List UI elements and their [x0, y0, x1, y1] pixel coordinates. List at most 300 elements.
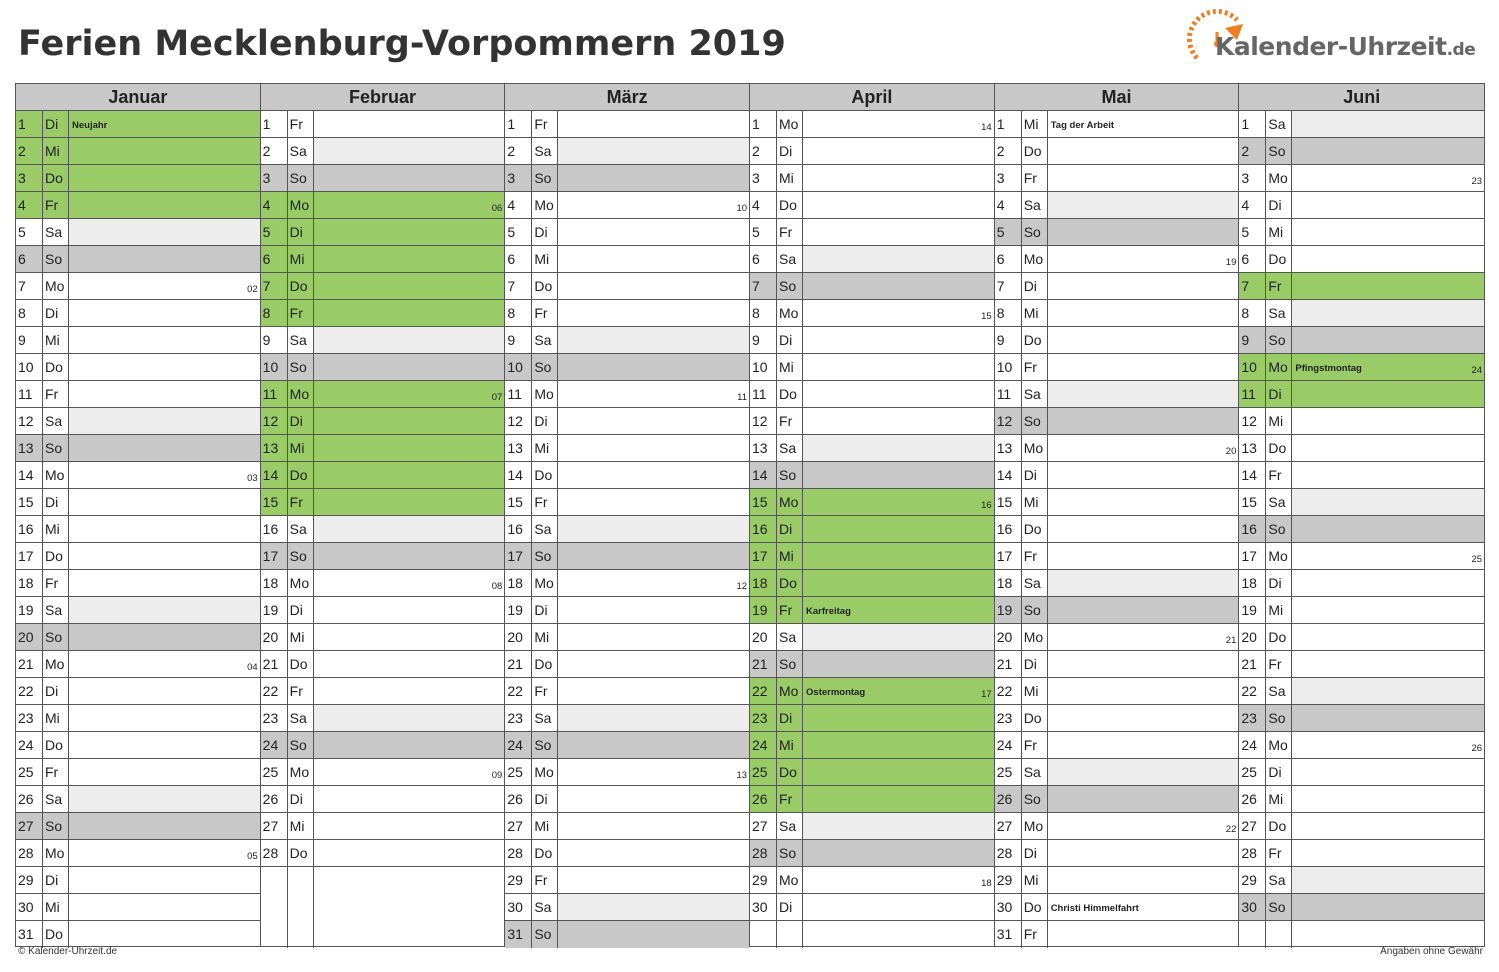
weekday: So: [1022, 597, 1048, 623]
day-number: 2: [505, 138, 532, 164]
weekday: So: [532, 354, 558, 380]
day-row[interactable]: [16, 165, 260, 192]
weekday: Do: [288, 651, 314, 677]
day-note-cell: [1048, 921, 1239, 948]
weekday: So: [1266, 705, 1292, 731]
day-number: 28: [16, 840, 43, 866]
day-note-cell: [314, 138, 505, 164]
day-row[interactable]: [505, 327, 749, 354]
day-row[interactable]: [505, 732, 749, 759]
weekday: Sa: [1022, 381, 1048, 407]
day-row[interactable]: [750, 165, 994, 192]
day-row[interactable]: [750, 597, 994, 624]
day-note-cell: [1292, 219, 1484, 245]
day-row[interactable]: [750, 192, 994, 219]
day-number: 16: [505, 516, 532, 542]
day-row[interactable]: [261, 624, 505, 651]
day-number: 1: [1239, 111, 1266, 137]
weekday: Do: [43, 543, 69, 569]
day-row[interactable]: [16, 732, 260, 759]
day-row[interactable]: [750, 678, 994, 705]
day-row[interactable]: [1239, 597, 1484, 624]
weekday: Do: [288, 273, 314, 299]
day-note-cell: [314, 381, 505, 407]
day-row[interactable]: [261, 732, 505, 759]
day-number: 19: [261, 597, 288, 623]
day-note-cell: [69, 165, 260, 191]
day-row[interactable]: [505, 111, 749, 138]
day-row[interactable]: [16, 354, 260, 381]
day-row[interactable]: [16, 651, 260, 678]
day-row[interactable]: [261, 381, 505, 408]
day-row[interactable]: [505, 759, 749, 786]
day-note-cell: [314, 462, 505, 488]
day-row[interactable]: [505, 840, 749, 867]
day-row[interactable]: [261, 192, 505, 219]
day-row[interactable]: [995, 705, 1239, 732]
day-row[interactable]: [261, 435, 505, 462]
day-number: 24: [16, 732, 43, 758]
day-row[interactable]: [995, 921, 1239, 948]
day-row[interactable]: [505, 543, 749, 570]
weekday: Do: [1266, 246, 1292, 272]
day-row[interactable]: [1239, 678, 1484, 705]
day-row[interactable]: [16, 408, 260, 435]
day-row[interactable]: [1239, 894, 1484, 921]
day-row[interactable]: [16, 435, 260, 462]
day-row[interactable]: [16, 705, 260, 732]
day-row[interactable]: [995, 192, 1239, 219]
week-number: 17: [981, 689, 992, 700]
day-row[interactable]: [505, 624, 749, 651]
day-number: 4: [16, 192, 43, 218]
day-row[interactable]: [995, 489, 1239, 516]
day-row[interactable]: [16, 516, 260, 543]
day-number: 7: [1239, 273, 1266, 299]
day-row[interactable]: [1239, 516, 1484, 543]
day-row[interactable]: [1239, 651, 1484, 678]
day-number: 8: [750, 300, 777, 326]
day-row[interactable]: [1239, 192, 1484, 219]
day-row[interactable]: [1239, 489, 1484, 516]
day-number: 23: [261, 705, 288, 731]
day-row[interactable]: [750, 435, 994, 462]
day-row[interactable]: [261, 273, 505, 300]
day-row[interactable]: [16, 111, 260, 138]
day-note-cell: [69, 273, 260, 299]
weekday: Fr: [1266, 273, 1292, 299]
day-row[interactable]: [995, 678, 1239, 705]
day-row[interactable]: [16, 624, 260, 651]
brand-logo[interactable]: [1185, 8, 1485, 68]
day-row[interactable]: [505, 813, 749, 840]
day-row[interactable]: [995, 327, 1239, 354]
day-row[interactable]: [1239, 786, 1484, 813]
day-row[interactable]: [261, 678, 505, 705]
day-row[interactable]: [995, 381, 1239, 408]
day-row[interactable]: [995, 435, 1239, 462]
day-row[interactable]: [1239, 408, 1484, 435]
day-row[interactable]: [261, 705, 505, 732]
day-note-cell: [69, 246, 260, 272]
day-row[interactable]: [16, 867, 260, 894]
day-row[interactable]: [261, 570, 505, 597]
day-row[interactable]: [505, 867, 749, 894]
day-note-cell: [558, 786, 749, 812]
day-note-cell: [69, 705, 260, 731]
day-row[interactable]: [1239, 273, 1484, 300]
day-note-cell: [1048, 273, 1239, 299]
day-row[interactable]: [16, 543, 260, 570]
day-row[interactable]: [750, 705, 994, 732]
day-row[interactable]: [505, 354, 749, 381]
day-row[interactable]: [16, 300, 260, 327]
day-row[interactable]: [505, 273, 749, 300]
day-number: 20: [261, 624, 288, 650]
day-number: 12: [995, 408, 1022, 434]
day-number: 25: [505, 759, 532, 785]
day-row[interactable]: [995, 111, 1239, 138]
day-row[interactable]: [505, 894, 749, 921]
weekday: Fr: [43, 570, 69, 596]
day-row[interactable]: [995, 300, 1239, 327]
day-row[interactable]: [750, 570, 994, 597]
week-number: 11: [737, 392, 748, 403]
day-row[interactable]: [505, 138, 749, 165]
day-row[interactable]: [750, 219, 994, 246]
day-row[interactable]: [1239, 435, 1484, 462]
day-row[interactable]: [16, 192, 260, 219]
day-number: 11: [505, 381, 532, 407]
day-row[interactable]: [261, 462, 505, 489]
day-row[interactable]: [750, 516, 994, 543]
day-row[interactable]: [750, 894, 994, 921]
weekday: Fr: [288, 489, 314, 515]
day-row[interactable]: [16, 381, 260, 408]
weekday: Mi: [777, 354, 803, 380]
day-row[interactable]: [1239, 219, 1484, 246]
day-number: 7: [750, 273, 777, 299]
day-note-cell: [314, 543, 505, 569]
day-row[interactable]: [1239, 570, 1484, 597]
day-row[interactable]: [1239, 840, 1484, 867]
weekday: So: [777, 273, 803, 299]
day-row[interactable]: [995, 813, 1239, 840]
day-row[interactable]: [505, 570, 749, 597]
day-row[interactable]: [750, 813, 994, 840]
day-row[interactable]: [750, 759, 994, 786]
day-row[interactable]: [505, 435, 749, 462]
day-row[interactable]: [505, 192, 749, 219]
day-number: 7: [995, 273, 1022, 299]
day-row[interactable]: [505, 705, 749, 732]
day-row[interactable]: [995, 732, 1239, 759]
day-row[interactable]: [1239, 165, 1484, 192]
day-row[interactable]: [16, 246, 260, 273]
day-row[interactable]: [16, 219, 260, 246]
day-number: 6: [16, 246, 43, 272]
day-row[interactable]: [261, 327, 505, 354]
day-row[interactable]: [16, 786, 260, 813]
day-number: 14: [505, 462, 532, 488]
day-row[interactable]: [261, 597, 505, 624]
day-row[interactable]: [261, 300, 505, 327]
day-row[interactable]: [1239, 246, 1484, 273]
day-row[interactable]: [261, 759, 505, 786]
day-row[interactable]: [995, 165, 1239, 192]
day-note-cell: [69, 381, 260, 407]
day-note-cell: [1048, 246, 1239, 272]
day-row[interactable]: [750, 840, 994, 867]
day-row[interactable]: [750, 381, 994, 408]
day-number: 31: [16, 921, 43, 948]
day-row[interactable]: [1239, 354, 1484, 381]
day-row[interactable]: [750, 462, 994, 489]
day-note-cell: [803, 462, 994, 488]
day-row[interactable]: [995, 570, 1239, 597]
day-row[interactable]: [261, 543, 505, 570]
logo-name: Kalender-Uhrzeit: [1215, 32, 1447, 61]
day-note-cell: [69, 300, 260, 326]
day-row[interactable]: [505, 462, 749, 489]
day-row[interactable]: [750, 273, 994, 300]
day-row[interactable]: [16, 327, 260, 354]
day-row[interactable]: [505, 246, 749, 273]
day-row[interactable]: [750, 651, 994, 678]
day-row[interactable]: [750, 246, 994, 273]
day-row[interactable]: [750, 489, 994, 516]
day-note-cell: [1292, 327, 1484, 353]
day-row[interactable]: [750, 408, 994, 435]
day-note-cell: [1048, 840, 1239, 866]
day-row[interactable]: [995, 516, 1239, 543]
day-row[interactable]: [16, 489, 260, 516]
day-row[interactable]: [1239, 732, 1484, 759]
weekday: Mi: [1266, 597, 1292, 623]
day-number: 4: [261, 192, 288, 218]
day-row[interactable]: [1239, 111, 1484, 138]
day-note-cell: [1048, 327, 1239, 353]
day-row[interactable]: [1239, 867, 1484, 894]
day-number: 18: [505, 570, 532, 596]
day-row[interactable]: [995, 543, 1239, 570]
day-number: 11: [1239, 381, 1266, 407]
weekday: Do: [1022, 516, 1048, 542]
day-note-cell: [69, 408, 260, 434]
day-row[interactable]: [995, 246, 1239, 273]
weekday: Mi: [288, 624, 314, 650]
weekday: Mi: [288, 435, 314, 461]
weekday: Do: [532, 840, 558, 866]
week-number: 22: [1225, 824, 1237, 835]
weekday: Fr: [43, 381, 69, 407]
logo-text: [1215, 32, 1475, 61]
day-note-cell: [1292, 192, 1484, 218]
day-row[interactable]: [505, 165, 749, 192]
day-row[interactable]: [995, 624, 1239, 651]
day-row[interactable]: [16, 273, 260, 300]
day-row[interactable]: [995, 597, 1239, 624]
day-row[interactable]: [505, 921, 749, 948]
day-number: 19: [505, 597, 532, 623]
day-row[interactable]: [505, 786, 749, 813]
day-note-cell: [1292, 705, 1484, 731]
day-note-cell: [1292, 489, 1484, 515]
day-row[interactable]: [995, 219, 1239, 246]
weekday: Fr: [777, 786, 803, 812]
weekday: Di: [777, 516, 803, 542]
day-note-cell: [69, 570, 260, 596]
day-row[interactable]: [995, 840, 1239, 867]
day-number: 15: [995, 489, 1022, 515]
month-column-juni: [1239, 84, 1484, 946]
day-number: 27: [995, 813, 1022, 839]
day-note-cell: [69, 192, 260, 218]
day-number: 9: [16, 327, 43, 353]
day-number: 25: [261, 759, 288, 785]
day-row[interactable]: [750, 867, 994, 894]
day-note-cell: [1048, 435, 1239, 461]
day-row[interactable]: [1239, 543, 1484, 570]
day-row[interactable]: [261, 408, 505, 435]
weekday: Mo: [43, 651, 69, 677]
day-row[interactable]: [505, 381, 749, 408]
day-row[interactable]: [1239, 705, 1484, 732]
day-row[interactable]: [995, 273, 1239, 300]
weekday: Sa: [532, 705, 558, 731]
day-row[interactable]: [16, 570, 260, 597]
day-row[interactable]: [1239, 759, 1484, 786]
weekday: Mo: [777, 111, 803, 137]
day-row[interactable]: [261, 246, 505, 273]
day-row[interactable]: [1239, 138, 1484, 165]
day-row[interactable]: [505, 489, 749, 516]
day-row[interactable]: [261, 786, 505, 813]
weekday: So: [288, 543, 314, 569]
day-row[interactable]: [16, 462, 260, 489]
day-row[interactable]: [261, 165, 505, 192]
empty-day-row: [261, 894, 505, 921]
day-row[interactable]: [261, 651, 505, 678]
day-note-cell: [1048, 570, 1239, 596]
day-row[interactable]: [261, 840, 505, 867]
day-row[interactable]: [995, 894, 1239, 921]
weekday: Di: [1266, 381, 1292, 407]
day-row[interactable]: [750, 300, 994, 327]
weekday: Mo: [1266, 732, 1292, 758]
day-row[interactable]: [995, 408, 1239, 435]
day-row[interactable]: [505, 300, 749, 327]
weekday: So: [1266, 138, 1292, 164]
weekday: So: [288, 732, 314, 758]
day-note-cell: [1292, 840, 1484, 866]
day-row[interactable]: [750, 138, 994, 165]
day-note-cell: [558, 192, 749, 218]
day-row[interactable]: [995, 867, 1239, 894]
day-row[interactable]: [16, 138, 260, 165]
day-row[interactable]: [16, 813, 260, 840]
day-number: 30: [505, 894, 532, 920]
day-row[interactable]: [1239, 462, 1484, 489]
weekday: Fr: [1022, 543, 1048, 569]
day-note-cell: [1048, 759, 1239, 785]
day-number: 22: [995, 678, 1022, 704]
day-row[interactable]: [750, 354, 994, 381]
day-note-cell: [1048, 786, 1239, 812]
day-row[interactable]: [1239, 624, 1484, 651]
day-row[interactable]: [750, 786, 994, 813]
day-number: 30: [16, 894, 43, 920]
weekday: So: [777, 462, 803, 488]
day-row[interactable]: [261, 489, 505, 516]
day-row[interactable]: [505, 219, 749, 246]
day-number: 4: [1239, 192, 1266, 218]
day-note-cell: [558, 435, 749, 461]
day-note-cell: [803, 300, 994, 326]
day-number: 26: [995, 786, 1022, 812]
day-row[interactable]: [1239, 813, 1484, 840]
day-number: 20: [1239, 624, 1266, 650]
month-column-märz: [505, 84, 750, 946]
day-row[interactable]: [505, 408, 749, 435]
day-row[interactable]: [16, 894, 260, 921]
day-row[interactable]: [261, 516, 505, 543]
day-row[interactable]: [16, 759, 260, 786]
day-row[interactable]: [1239, 300, 1484, 327]
weekday: Sa: [1022, 759, 1048, 785]
day-row[interactable]: [261, 111, 505, 138]
day-row[interactable]: [750, 327, 994, 354]
day-row[interactable]: [750, 111, 994, 138]
day-row[interactable]: [995, 786, 1239, 813]
day-row[interactable]: [16, 840, 260, 867]
day-number: 11: [995, 381, 1022, 407]
day-row[interactable]: [261, 219, 505, 246]
day-row[interactable]: [750, 732, 994, 759]
day-row[interactable]: [750, 543, 994, 570]
day-row[interactable]: [1239, 381, 1484, 408]
day-number: 14: [995, 462, 1022, 488]
day-row[interactable]: [995, 462, 1239, 489]
day-row[interactable]: [995, 759, 1239, 786]
day-number: 2: [750, 138, 777, 164]
day-row[interactable]: [505, 516, 749, 543]
day-row[interactable]: [750, 624, 994, 651]
day-row[interactable]: [261, 813, 505, 840]
day-row[interactable]: [995, 354, 1239, 381]
day-number: 10: [261, 354, 288, 380]
day-row[interactable]: [16, 597, 260, 624]
day-row[interactable]: [261, 138, 505, 165]
day-note-cell: [1292, 786, 1484, 812]
day-row[interactable]: [16, 678, 260, 705]
day-row[interactable]: [995, 651, 1239, 678]
day-row[interactable]: [995, 138, 1239, 165]
month-header: April: [750, 84, 994, 111]
day-row[interactable]: [505, 678, 749, 705]
day-number: 20: [995, 624, 1022, 650]
day-number: 14: [16, 462, 43, 488]
weekday: Di: [532, 786, 558, 812]
day-number: 3: [261, 165, 288, 191]
day-row[interactable]: [261, 354, 505, 381]
day-row[interactable]: [16, 921, 260, 948]
day-number: 21: [995, 651, 1022, 677]
day-row[interactable]: [1239, 327, 1484, 354]
day-row[interactable]: [505, 651, 749, 678]
day-row[interactable]: [505, 597, 749, 624]
day-note-cell: [1048, 111, 1239, 137]
